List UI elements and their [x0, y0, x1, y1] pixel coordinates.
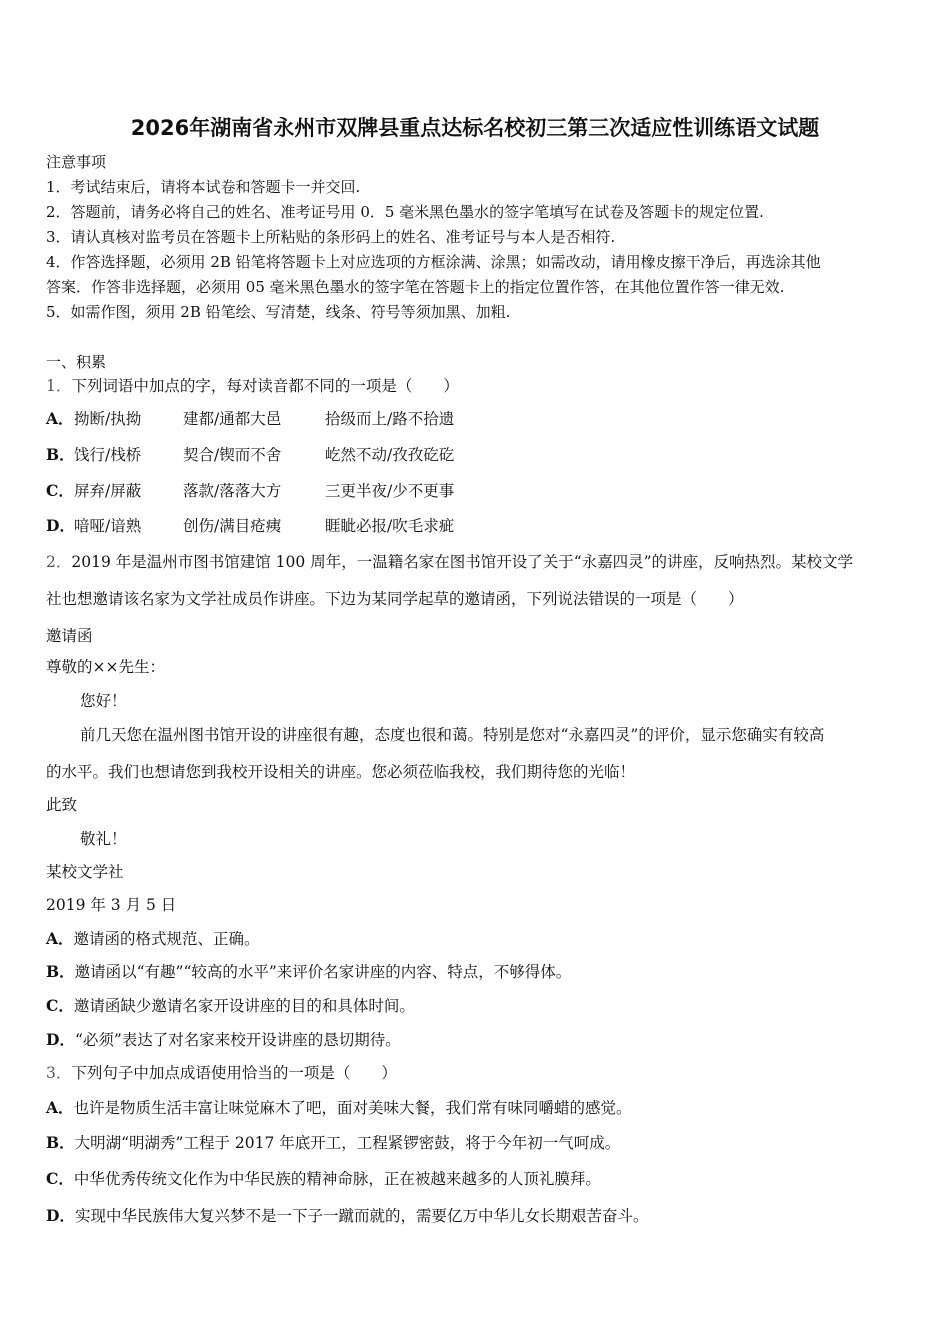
letter-date: 2019 年 3 月 5 日 — [46, 896, 177, 914]
option-word: 饯行/栈桥 — [74, 446, 142, 464]
option-word: 契合/锲而不舍 — [183, 446, 282, 464]
letter-closing: 此致 — [46, 796, 78, 814]
option-label: B． — [46, 962, 75, 981]
section-heading: 一、积累 — [46, 353, 107, 371]
option-word: 睚眦必报/吹毛求疵 — [325, 517, 455, 535]
option-word: 屹然不动/孜孜矻矻 — [325, 446, 455, 464]
q2-option-c — [46, 996, 415, 1016]
q3-option-a — [46, 1098, 632, 1118]
q2-option-a — [46, 929, 260, 949]
option-label: C． — [46, 996, 74, 1015]
option-word: 落款/落落大方 — [183, 482, 282, 500]
question-text: 下列句子中加点成语使用恰当的一项是（ ） — [71, 1064, 397, 1082]
option-text: 中华优秀传统文化作为中华民族的精神命脉，正在被越来越多的人顶礼膜拜。 — [73, 1170, 601, 1188]
question-text: 下列词语中加点的字，每对读音都不同的一项是（ ） — [71, 377, 459, 395]
option-label: C． — [46, 1169, 74, 1188]
letter-signature: 某校文学社 — [46, 863, 124, 881]
letter-heading: 邀请函 — [46, 627, 93, 645]
notice-item: 2．答题前，请务必将自己的姓名、准考证号用 0．5 毫米黑色墨水的签字笔填写在试卷及答题卡的规定位置. — [46, 203, 764, 221]
option-label: A． — [46, 409, 74, 428]
option-label: B． — [46, 445, 75, 464]
page-title: 2026年湖南省永州市双牌县重点达标名校初三第三次适应性训练语文试题 — [130, 116, 820, 140]
option-label: B． — [46, 1133, 75, 1152]
notice-heading: 注意事项 — [46, 153, 107, 171]
question-number: 2． — [46, 553, 72, 571]
letter-body: 前几天您在温州图书馆开设的讲座很有趣，态度也很和蔼。特别是您对“永嘉四灵”的评价，显示您确实有较高 — [80, 726, 825, 744]
notice-item: 5．如需作图，须用 2B 铅笔绘、写清楚，线条、符号等须加黑、加粗. — [46, 303, 511, 321]
letter-body-cont: 的水平。我们也想请您到我校开设相关的讲座。您必须莅临我校，我们期待您的光临！ — [46, 763, 636, 781]
option-text: 大明湖“明湖秀”工程于 2017 年底开工，工程紧锣密鼓，将于今年初一气呵成。 — [74, 1134, 621, 1152]
q3-option-c — [46, 1169, 601, 1189]
option-text: 邀请函缺少邀请名家开设讲座的目的和具体时间。 — [73, 997, 415, 1015]
q2-option-d — [46, 1030, 401, 1050]
letter-greeting: 您好！ — [80, 692, 127, 710]
option-label: D． — [46, 1206, 75, 1225]
option-word: 拾级而上/路不拾遗 — [325, 410, 455, 428]
option-text: “必须”表达了对名家来校开设讲座的恳切期待。 — [74, 1031, 401, 1049]
question-2-stem-cont: 社也想邀请该名家为文学社成员作讲座。下边为某同学起草的邀请函，下列说法错误的一项是（ ） — [46, 590, 744, 608]
q3-option-d — [46, 1206, 648, 1226]
question-1-stem — [46, 376, 459, 396]
q3-option-b — [46, 1133, 620, 1153]
option-text: 邀请函的格式规范、正确。 — [73, 930, 260, 948]
option-word: 三更半夜/少不更事 — [325, 482, 455, 500]
question-3-stem — [46, 1063, 397, 1083]
option-word: 建都/通都大邑 — [183, 410, 282, 428]
option-word: 创伤/满目疮痍 — [183, 517, 282, 535]
option-label: D． — [46, 516, 75, 535]
question-text: 2019 年是温州市图书馆建馆 100 周年，一温籍名家在图书馆开设了关于“永嘉四灵”的讲座，反响热烈。某校文学 — [71, 553, 854, 571]
letter-closing-salute: 敬礼！ — [80, 830, 127, 848]
option-label: A． — [46, 1098, 74, 1117]
notice-item: 答案．作答非选择题，必须用 05 毫米黑色墨水的签字笔在答题卡上的指定位置作答，在其他位置作答一律无效. — [46, 278, 785, 296]
question-number: 3． — [46, 1064, 72, 1082]
option-label: A． — [46, 929, 74, 948]
notice-item: 4．作答选择题，必须用 2B 铅笔将答题卡上对应选项的方框涂满、涂黑；如需改动，请用橡皮擦干净后，再选涂其他 — [46, 253, 821, 271]
option-label: C． — [46, 481, 74, 500]
notice-item: 3．请认真核对监考员在答题卡上所粘贴的条形码上的姓名、准考证号与本人是否相符. — [46, 228, 616, 246]
question-2-stem — [46, 552, 853, 572]
option-text: 也许是物质生活丰富让味觉麻木了吧，面对美味大餐，我们常有味同嚼蜡的感觉。 — [73, 1099, 632, 1117]
question-number: 1． — [46, 377, 72, 395]
option-label: D． — [46, 1030, 75, 1049]
option-word: 拗断/执拗 — [74, 410, 142, 428]
option-text: 实现中华民族伟大复兴梦不是一下子一蹴而就的，需要亿万中华儿女长期艰苦奋斗。 — [74, 1207, 649, 1225]
notice-item: 1．考试结束后，请将本试卷和答题卡一并交回. — [46, 178, 361, 196]
letter-salutation: 尊敬的××先生： — [46, 658, 165, 676]
option-word: 屏弃/屏蔽 — [74, 482, 142, 500]
option-text: 邀请函以“有趣”“较高的水平”来评价名家讲座的内容、特点，不够得体。 — [74, 963, 572, 981]
option-word: 喑哑/谙熟 — [74, 517, 142, 535]
q2-option-b — [46, 962, 571, 982]
